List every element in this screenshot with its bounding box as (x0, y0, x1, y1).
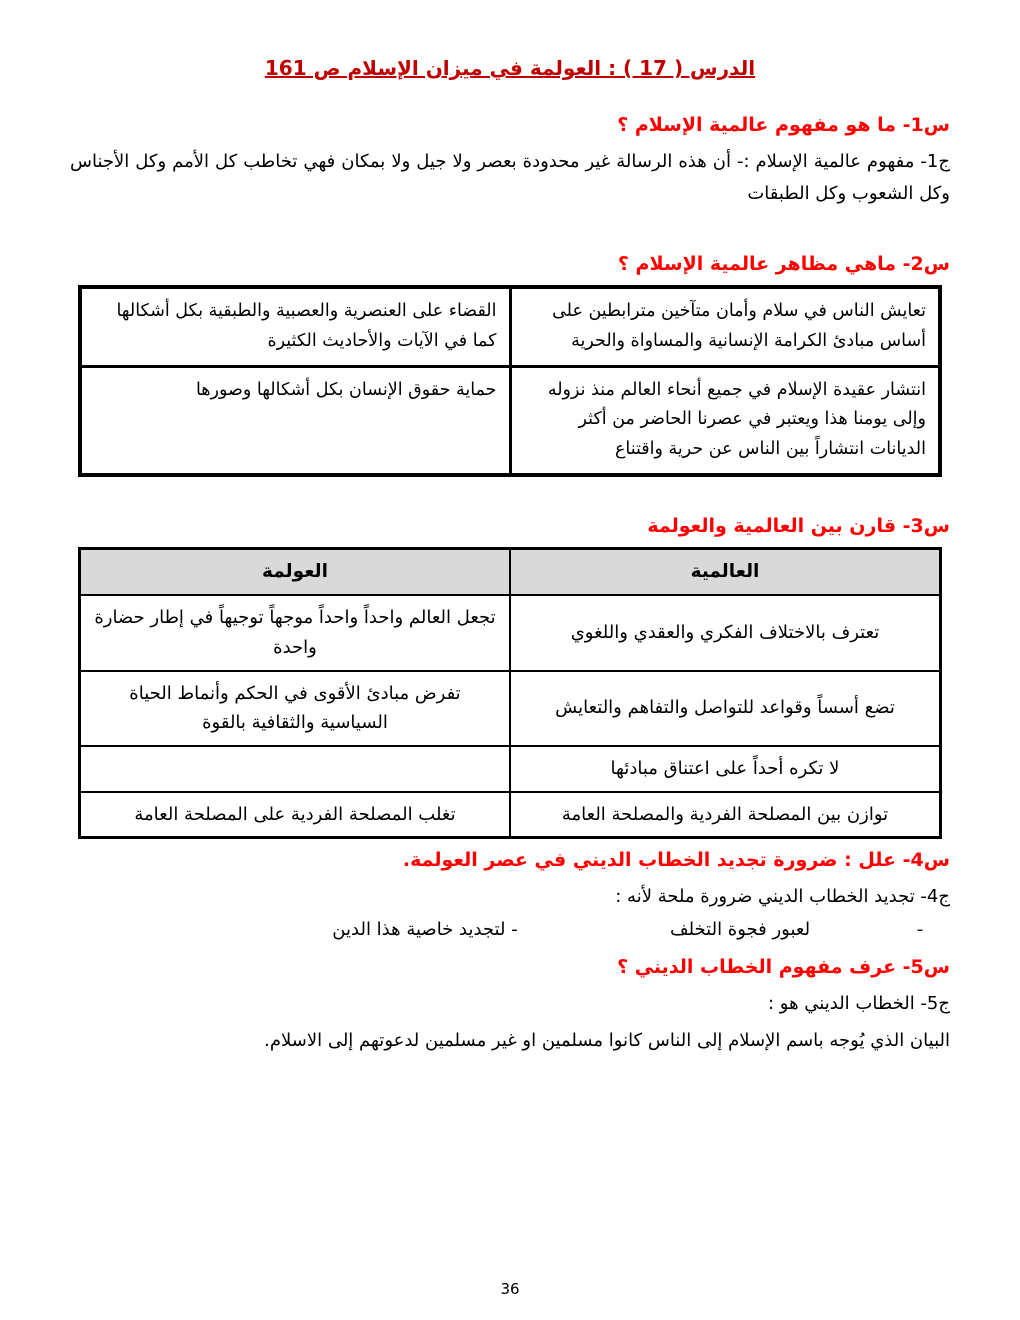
table-cell-left: القضاء على العنصرية والعصبية والطبقية بكل أشكالها كما في الآيات والأحاديث الكثيرة (80, 287, 510, 366)
answer-4-point-2: - لتجديد خاصية هذا الدين (332, 918, 518, 940)
question-4: س4- علل : ضرورة تجديد الخطاب الديني في عصر العولمة. (402, 849, 950, 872)
question-5: س5- عرف مفهوم الخطاب الديني ؟ (617, 955, 950, 978)
question-3: س3- قارن بين العالمية والعولمة (647, 514, 950, 537)
answer-4-points (70, 919, 950, 940)
table-cell-left: تجعل العالم واحداً واحداً موجهاً توجيهاً في إطار حضارة واحدة (80, 595, 511, 670)
table-row (80, 746, 941, 792)
table-row (80, 595, 941, 670)
table-cell-right: تعايش الناس في سلام وأمان متآخين مترابطين على أساس مبادئ الكرامة الإنسانية والمساواة والحرية (510, 287, 940, 366)
answer-5-lead: ج5- الخطاب الديني هو : (768, 992, 950, 1014)
page-title: الدرس ( 17 ) : العولمة في ميزان الإسلام ص 161 (264, 56, 756, 80)
table-cell-right: لا تكره أحداً على اعتناق مبادئها (510, 746, 941, 792)
table-cell-right: توازن بين المصلحة الفردية والمصلحة العامة (510, 792, 941, 838)
table-row (80, 671, 941, 746)
table-cell-right: انتشار عقيدة الإسلام في جميع أنحاء العالم منذ نزوله وإلى يومنا هذا ويعتبر في عصرنا الحاضر من أكثر الديانات انتشاراً بين الناس عن حرية واقتناع (510, 366, 940, 475)
table-cell-right: تضع أسساً وقواعد للتواصل والتفاهم والتعايش (510, 671, 941, 746)
table-cell-left: حماية حقوق الإنسان بكل أشكالها وصورها (80, 366, 510, 475)
comparison-table-wrapper (70, 547, 950, 840)
table-header-row (80, 548, 941, 595)
question-1: س1- ما هو مفهوم عالمية الإسلام ؟ (617, 114, 950, 136)
table-header-alamiya: العالمية (510, 548, 941, 595)
manifestations-table-wrapper (70, 285, 950, 477)
table-header-awlama: العولمة (80, 548, 511, 595)
manifestations-table (78, 285, 942, 477)
table-cell-right: تعترف بالاختلاف الفكري والعقدي واللغوي (510, 595, 941, 670)
answer-1: ج1- مفهوم عالمية الإسلام :- أن هذه الرسالة غير محدودة بعصر ولا جيل ولا بمكان فهي تخاطب كل الأمم وكل الأجناس وكل الشعوب وكل الطبقات (70, 151, 950, 204)
table-cell-left: تغلب المصلحة الفردية على المصلحة العامة (80, 792, 511, 838)
comparison-table (78, 547, 942, 840)
table-row (80, 287, 940, 366)
answer-5-body: البيان الذي يُوجه باسم الإسلام إلى الناس كانوا مسلمين او غير مسلمين لدعوتهم إلى الاسلام. (264, 1030, 950, 1052)
table-cell-left: تفرض مبادئ الأقوى في الحكم وأنماط الحياة السياسية والثقافية بالقوة (80, 671, 511, 746)
answer-4-point-1: لعبور فجوة التخلف (669, 918, 811, 940)
bullet-dash: - (916, 918, 924, 940)
table-row (80, 792, 941, 838)
answer-4: ج4- تجديد الخطاب الديني ضرورة ملحة لأنه : (615, 886, 950, 908)
question-2: س2- ماهي مظاهر عالمية الإسلام ؟ (617, 253, 950, 275)
page-number: 36 (500, 1280, 520, 1298)
table-cell-left (80, 746, 511, 792)
table-row (80, 366, 940, 475)
